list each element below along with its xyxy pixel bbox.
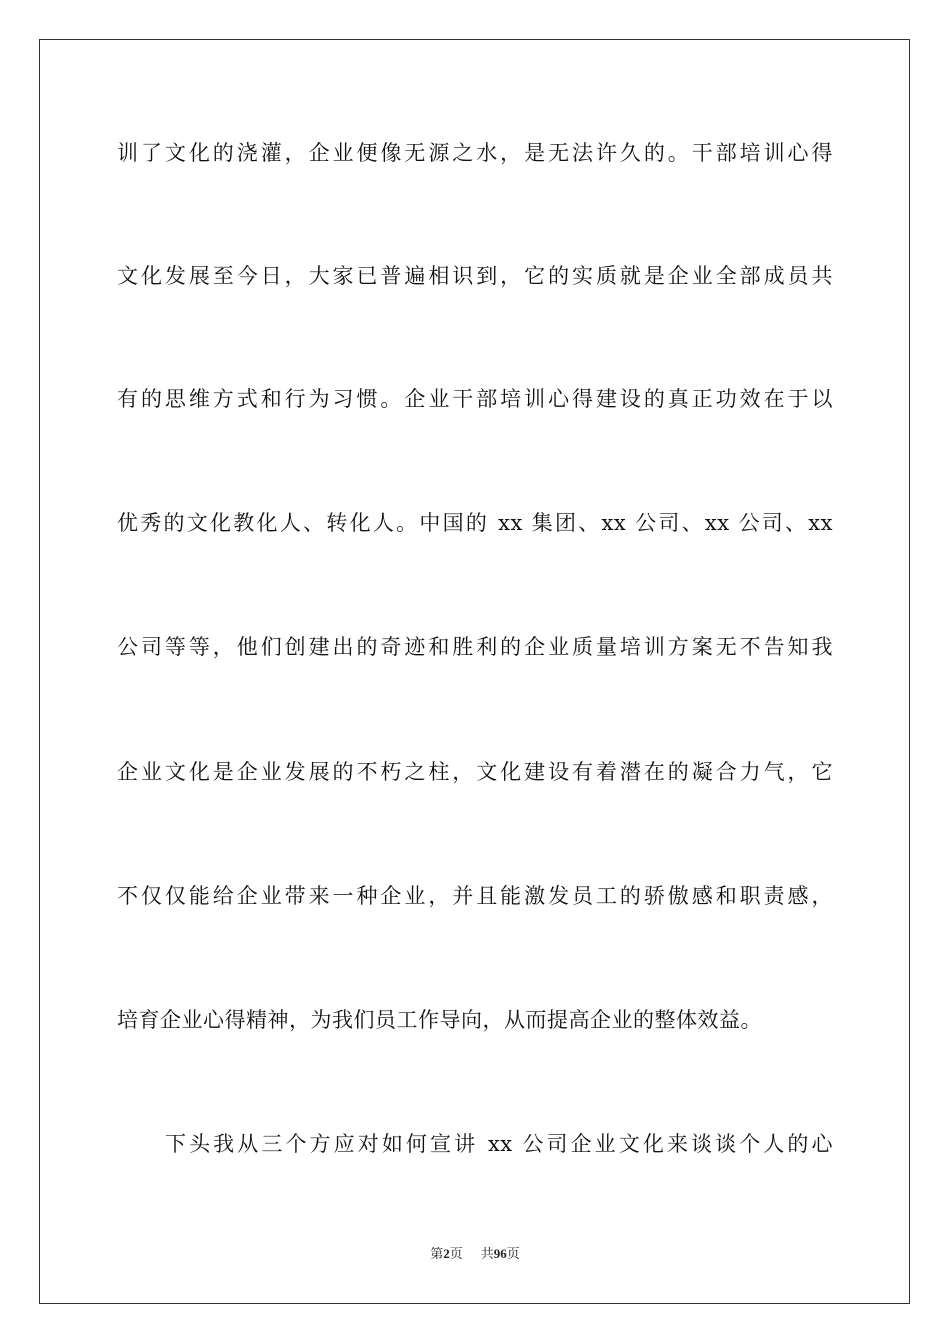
page-border — [39, 39, 910, 1304]
body-text-line: 训了文化的浇灌，企业便像无源之水，是无法许久的。干部培训心得 — [117, 141, 833, 165]
page-suffix: 页 — [449, 1247, 463, 1262]
page-prefix: 第 — [430, 1247, 444, 1262]
page-number: 2 — [443, 1246, 450, 1261]
body-text-line: 不仅仅能给企业带来一种企业，并且能激发员工的骄傲感和职责感， — [117, 884, 833, 908]
body-text-line: 培育企业心得精神，为我们员工作导向，从而提高企业的整体效益。 — [117, 1008, 762, 1032]
total-prefix: 共 — [480, 1247, 494, 1262]
total-suffix: 页 — [506, 1247, 520, 1262]
paragraph-start-line: 下头我从三个方应对如何宣讲 xx 公司企业文化来谈谈个人的心 — [165, 1132, 833, 1156]
body-text-line: 有的思维方式和行为习惯。企业干部培训心得建设的真正功效在于以 — [117, 387, 833, 411]
body-text-line: 公司等等，他们创建出的奇迹和胜利的企业质量培训方案无不告知我 — [117, 635, 833, 659]
total-pages: 96 — [493, 1246, 507, 1261]
body-text-line: 企业文化是企业发展的不朽之柱，文化建设有着潜在的凝合力气，它 — [117, 760, 833, 784]
body-text-line: 文化发展至今日，大家已普遍相识到，它的实质就是企业全部成员共 — [117, 264, 833, 288]
body-text-line: 优秀的文化教化人、转化人。中国的 xx 集团、xx 公司、xx 公司、xx — [117, 511, 833, 535]
page-footer — [0, 1245, 950, 1264]
